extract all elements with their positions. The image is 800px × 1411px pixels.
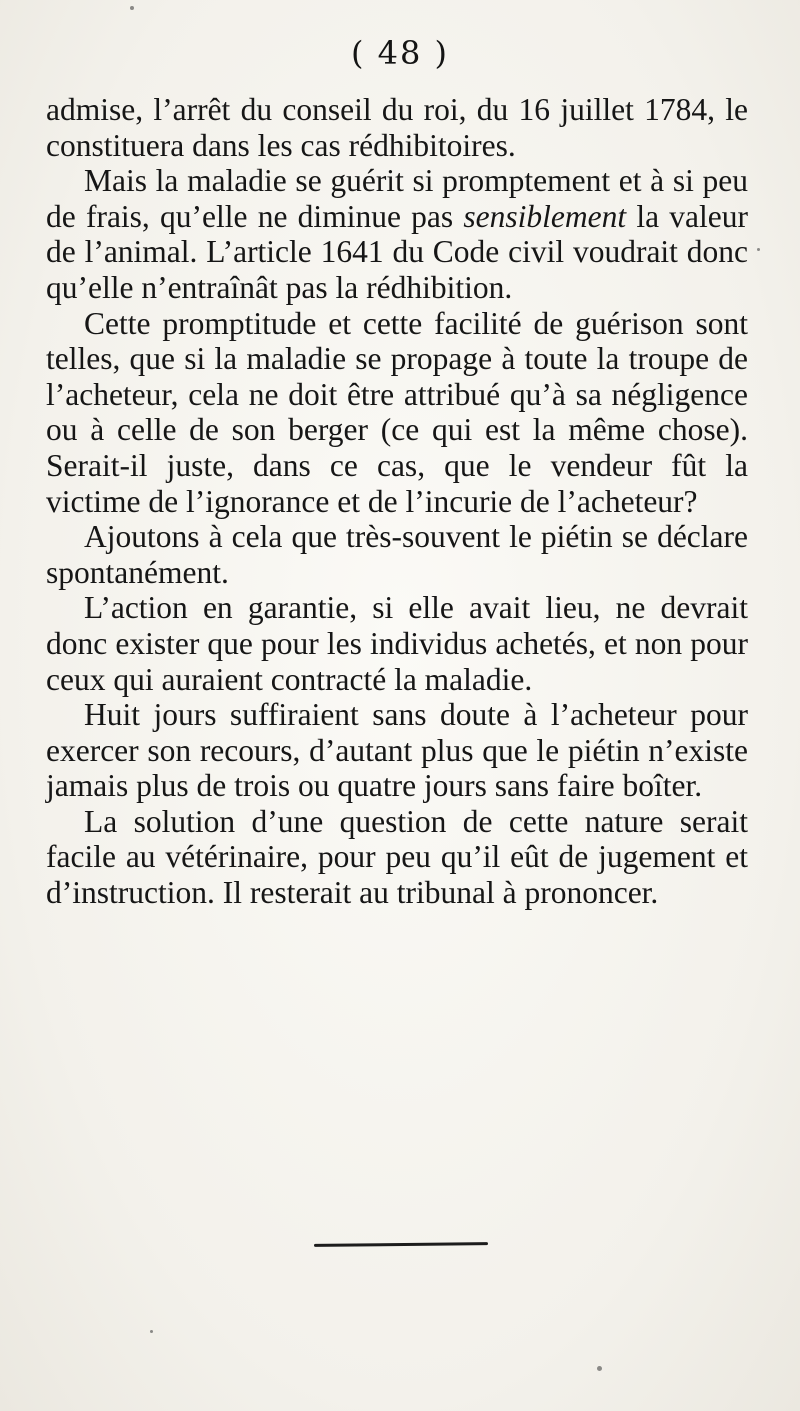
paragraph-6: Huit jours suffiraient sans doute à l’acheteur pour exercer son recours, d’autant plus que le piétin n’existe jamais plus de trois ou quatre jours sans faire boîter. [46,697,748,804]
paragraph-5: L’action en garantie, si elle avait lieu, ne devrait donc exister que pour les individus achetés, et non pour ceux qui auraient contracté la maladie. [46,590,748,697]
paper-speck [597,1366,602,1371]
page-number: ( 48 ) [350,34,450,72]
body-text [46,92,748,911]
paragraph-2-end: la valeur de l’animal. L’article 1641 du Code civil voudrait donc qu’elle n’entraînât pas la rédhibition. [46,198,748,305]
paper-speck [150,1330,153,1333]
paragraph-2 [46,163,748,305]
paragraph-4: Ajoutons à cela que très-souvent le piétin se déclare spontanément. [46,519,748,590]
emphasis-word: sensiblement [463,198,627,234]
paragraph-1: admise, l’arrêt du conseil du roi, du 16 juillet 1784, le constituera dans les cas rédhibitoires. [46,92,748,163]
paragraph-2-start: Mais la maladie se guérit si promptement et à si peu de frais, qu’elle ne diminue pas [46,163,748,234]
paper-speck [130,6,134,10]
paper-speck [757,248,760,251]
separator-rule [314,1242,488,1247]
paragraph-7: La solution d’une question de cette nature serait facile au vétérinaire, pour peu qu’il eût de jugement et d’instruction. Il resterait au tribunal à prononcer. [46,803,748,911]
paragraph-3: Cette promptitude et cette facilité de guérison sont telles, que si la maladie se propage à toute la troupe de l’acheteur, cela ne doit être attribué qu’à sa négligence ou à celle de son berger (ce qui est la même chose). Serait-il juste, dans ce cas, que le vendeur fût la victime de l’ignorance et de l’incurie de l’acheteur? [46,305,748,519]
